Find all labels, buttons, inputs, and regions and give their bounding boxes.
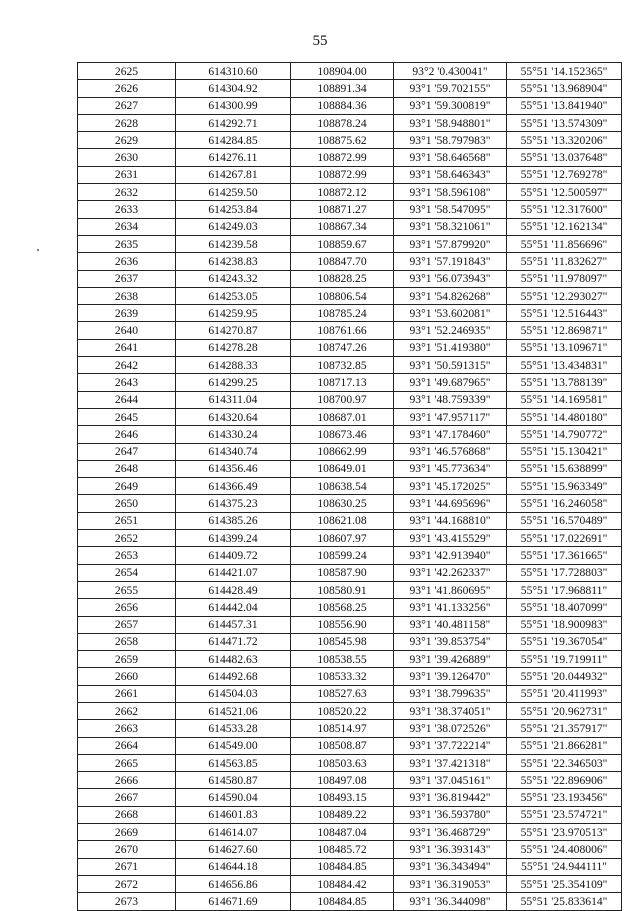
x-coordinate-cell: 614385.26 (176, 512, 291, 529)
table-row (78, 581, 622, 598)
point-number-cell: 2654 (78, 564, 176, 581)
point-number-cell: 2670 (78, 841, 176, 858)
latitude-cell: 55°51 '24.944111" (507, 858, 622, 875)
y-coordinate-cell: 108497.08 (291, 772, 394, 789)
x-coordinate-cell: 614549.00 (176, 737, 291, 754)
x-coordinate-cell: 614278.28 (176, 339, 291, 356)
point-number-cell: 2635 (78, 235, 176, 252)
y-coordinate-cell: 108568.25 (291, 599, 394, 616)
longitude-cell: 93°1 '59.702155" (394, 80, 507, 97)
longitude-cell: 93°1 '36.344098" (394, 893, 507, 910)
point-number-cell: 2658 (78, 633, 176, 650)
latitude-cell: 55°51 '15.638899" (507, 460, 622, 477)
longitude-cell: 93°1 '57.879920" (394, 235, 507, 252)
latitude-cell: 55°51 '21.357917" (507, 720, 622, 737)
x-coordinate-cell: 614601.83 (176, 806, 291, 823)
latitude-cell: 55°51 '20.411993" (507, 685, 622, 702)
x-coordinate-cell: 614259.95 (176, 305, 291, 322)
point-number-cell: 2665 (78, 754, 176, 771)
longitude-cell: 93°1 '44.168810" (394, 512, 507, 529)
x-coordinate-cell: 614671.69 (176, 893, 291, 910)
point-number-cell: 2663 (78, 720, 176, 737)
latitude-cell: 55°51 '13.109671" (507, 339, 622, 356)
latitude-cell: 55°51 '11.832627" (507, 253, 622, 270)
y-coordinate-cell: 108867.34 (291, 218, 394, 235)
point-number-cell: 2637 (78, 270, 176, 287)
point-number-cell: 2662 (78, 702, 176, 719)
point-number-cell: 2668 (78, 806, 176, 823)
x-coordinate-cell: 614320.64 (176, 408, 291, 425)
table-row (78, 374, 622, 391)
table-row (78, 547, 622, 564)
x-coordinate-cell: 614243.32 (176, 270, 291, 287)
latitude-cell: 55°51 '12.869871" (507, 322, 622, 339)
latitude-cell: 55°51 '11.978097" (507, 270, 622, 287)
y-coordinate-cell: 108847.70 (291, 253, 394, 270)
coordinates-table-container (77, 62, 621, 911)
table-row (78, 651, 622, 668)
y-coordinate-cell: 108747.26 (291, 339, 394, 356)
longitude-cell: 93°1 '58.948801" (394, 114, 507, 131)
longitude-cell: 93°1 '50.591315" (394, 357, 507, 374)
x-coordinate-cell: 614563.85 (176, 754, 291, 771)
page-number: 55 (312, 33, 328, 49)
table-row (78, 564, 622, 581)
y-coordinate-cell: 108533.32 (291, 668, 394, 685)
x-coordinate-cell: 614356.46 (176, 460, 291, 477)
longitude-cell: 93°1 '38.072526" (394, 720, 507, 737)
table-row (78, 235, 622, 252)
latitude-cell: 55°51 '16.570489" (507, 512, 622, 529)
y-coordinate-cell: 108878.24 (291, 114, 394, 131)
coordinates-table (77, 62, 622, 911)
y-coordinate-cell: 108487.04 (291, 824, 394, 841)
point-number-cell: 2655 (78, 581, 176, 598)
point-number-cell: 2639 (78, 305, 176, 322)
point-number-cell: 2650 (78, 495, 176, 512)
y-coordinate-cell: 108638.54 (291, 478, 394, 495)
point-number-cell: 2638 (78, 287, 176, 304)
table-row (78, 460, 622, 477)
table-row (78, 616, 622, 633)
table-row (78, 114, 622, 131)
y-coordinate-cell: 108687.01 (291, 408, 394, 425)
point-number-cell: 2656 (78, 599, 176, 616)
latitude-cell: 55°51 '23.970513" (507, 824, 622, 841)
table-row (78, 408, 622, 425)
point-number-cell: 2642 (78, 357, 176, 374)
y-coordinate-cell: 108514.97 (291, 720, 394, 737)
y-coordinate-cell: 108673.46 (291, 426, 394, 443)
point-number-cell: 2630 (78, 149, 176, 166)
latitude-cell: 55°51 '11.856696" (507, 235, 622, 252)
latitude-cell: 55°51 '13.788139" (507, 374, 622, 391)
table-row (78, 754, 622, 771)
point-number-cell: 2645 (78, 408, 176, 425)
point-number-cell: 2669 (78, 824, 176, 841)
longitude-cell: 93°1 '43.415529" (394, 530, 507, 547)
y-coordinate-cell: 108520.22 (291, 702, 394, 719)
x-coordinate-cell: 614428.49 (176, 581, 291, 598)
longitude-cell: 93°1 '36.819442" (394, 789, 507, 806)
x-coordinate-cell: 614409.72 (176, 547, 291, 564)
x-coordinate-cell: 614299.25 (176, 374, 291, 391)
x-coordinate-cell: 614270.87 (176, 322, 291, 339)
longitude-cell: 93°1 '39.426889" (394, 651, 507, 668)
latitude-cell: 55°51 '23.193456" (507, 789, 622, 806)
y-coordinate-cell: 108587.90 (291, 564, 394, 581)
latitude-cell: 55°51 '14.152365" (507, 63, 622, 80)
point-number-cell: 2647 (78, 443, 176, 460)
longitude-cell: 93°1 '38.799635" (394, 685, 507, 702)
longitude-cell: 93°1 '53.602081" (394, 305, 507, 322)
point-number-cell: 2649 (78, 478, 176, 495)
longitude-cell: 93°1 '39.126470" (394, 668, 507, 685)
table-row (78, 80, 622, 97)
longitude-cell: 93°1 '39.853754" (394, 633, 507, 650)
table-row (78, 702, 622, 719)
table-row (78, 218, 622, 235)
x-coordinate-cell: 614442.04 (176, 599, 291, 616)
latitude-cell: 55°51 '12.500597" (507, 184, 622, 201)
table-row (78, 772, 622, 789)
latitude-cell: 55°51 '12.317600" (507, 201, 622, 218)
longitude-cell: 93°1 '45.773634" (394, 460, 507, 477)
point-number-cell: 2627 (78, 97, 176, 114)
x-coordinate-cell: 614399.24 (176, 530, 291, 547)
x-coordinate-cell: 614482.63 (176, 651, 291, 668)
x-coordinate-cell: 614644.18 (176, 858, 291, 875)
longitude-cell: 93°1 '37.722214" (394, 737, 507, 754)
x-coordinate-cell: 614375.23 (176, 495, 291, 512)
table-row (78, 166, 622, 183)
point-number-cell: 2660 (78, 668, 176, 685)
x-coordinate-cell: 614492.68 (176, 668, 291, 685)
table-row (78, 184, 622, 201)
longitude-cell: 93°1 '56.073943" (394, 270, 507, 287)
y-coordinate-cell: 108485.72 (291, 841, 394, 858)
longitude-cell: 93°1 '42.913940" (394, 547, 507, 564)
y-coordinate-cell: 108859.67 (291, 235, 394, 252)
x-coordinate-cell: 614366.49 (176, 478, 291, 495)
y-coordinate-cell: 108875.62 (291, 132, 394, 149)
latitude-cell: 55°51 '21.866281" (507, 737, 622, 754)
point-number-cell: 2636 (78, 253, 176, 270)
longitude-cell: 93°1 '41.860695" (394, 581, 507, 598)
longitude-cell: 93°1 '46.576868" (394, 443, 507, 460)
y-coordinate-cell: 108872.99 (291, 166, 394, 183)
x-coordinate-cell: 614457.31 (176, 616, 291, 633)
x-coordinate-cell: 614288.33 (176, 357, 291, 374)
y-coordinate-cell: 108717.13 (291, 374, 394, 391)
table-row (78, 530, 622, 547)
longitude-cell: 93°1 '58.797983" (394, 132, 507, 149)
table-row (78, 253, 622, 270)
latitude-cell: 55°51 '15.963349" (507, 478, 622, 495)
longitude-cell: 93°1 '38.374051" (394, 702, 507, 719)
x-coordinate-cell: 614238.83 (176, 253, 291, 270)
table-row (78, 512, 622, 529)
x-coordinate-cell: 614276.11 (176, 149, 291, 166)
coordinates-table-body (78, 63, 622, 911)
y-coordinate-cell: 108828.25 (291, 270, 394, 287)
latitude-cell: 55°51 '15.130421" (507, 443, 622, 460)
longitude-cell: 93°1 '36.319053" (394, 875, 507, 892)
y-coordinate-cell: 108503.63 (291, 754, 394, 771)
y-coordinate-cell: 108493.15 (291, 789, 394, 806)
x-coordinate-cell: 614239.58 (176, 235, 291, 252)
table-row (78, 806, 622, 823)
point-number-cell: 2629 (78, 132, 176, 149)
point-number-cell: 2667 (78, 789, 176, 806)
longitude-cell: 93°1 '51.419380" (394, 339, 507, 356)
x-coordinate-cell: 614253.84 (176, 201, 291, 218)
latitude-cell: 55°51 '13.574309" (507, 114, 622, 131)
y-coordinate-cell: 108649.01 (291, 460, 394, 477)
latitude-cell: 55°51 '12.162134" (507, 218, 622, 235)
table-row (78, 858, 622, 875)
table-row (78, 633, 622, 650)
latitude-cell: 55°51 '17.361665" (507, 547, 622, 564)
x-coordinate-cell: 614304.92 (176, 80, 291, 97)
y-coordinate-cell: 108599.24 (291, 547, 394, 564)
latitude-cell: 55°51 '24.408006" (507, 841, 622, 858)
table-row (78, 495, 622, 512)
x-coordinate-cell: 614284.85 (176, 132, 291, 149)
y-coordinate-cell: 108484.42 (291, 875, 394, 892)
x-coordinate-cell: 614627.60 (176, 841, 291, 858)
y-coordinate-cell: 108580.91 (291, 581, 394, 598)
longitude-cell: 93°1 '57.191843" (394, 253, 507, 270)
latitude-cell: 55°51 '16.246058" (507, 495, 622, 512)
point-number-cell: 2672 (78, 875, 176, 892)
latitude-cell: 55°51 '12.293027" (507, 287, 622, 304)
latitude-cell: 55°51 '13.841940" (507, 97, 622, 114)
table-row (78, 426, 622, 443)
longitude-cell: 93°1 '37.045161" (394, 772, 507, 789)
table-row (78, 789, 622, 806)
table-row (78, 893, 622, 910)
point-number-cell: 2661 (78, 685, 176, 702)
table-row (78, 824, 622, 841)
latitude-cell: 55°51 '13.968904" (507, 80, 622, 97)
table-row (78, 97, 622, 114)
point-number-cell: 2633 (78, 201, 176, 218)
y-coordinate-cell: 108630.25 (291, 495, 394, 512)
point-number-cell: 2653 (78, 547, 176, 564)
latitude-cell: 55°51 '13.037648" (507, 149, 622, 166)
point-number-cell: 2644 (78, 391, 176, 408)
y-coordinate-cell: 108891.34 (291, 80, 394, 97)
longitude-cell: 93°1 '48.759339" (394, 391, 507, 408)
table-row (78, 685, 622, 702)
longitude-cell: 93°1 '40.481158" (394, 616, 507, 633)
y-coordinate-cell: 108489.22 (291, 806, 394, 823)
y-coordinate-cell: 108761.66 (291, 322, 394, 339)
x-coordinate-cell: 614310.60 (176, 63, 291, 80)
point-number-cell: 2666 (78, 772, 176, 789)
longitude-cell: 93°1 '59.300819" (394, 97, 507, 114)
table-row (78, 149, 622, 166)
longitude-cell: 93°1 '47.178460" (394, 426, 507, 443)
point-number-cell: 2646 (78, 426, 176, 443)
latitude-cell: 55°51 '14.790772" (507, 426, 622, 443)
x-coordinate-cell: 614471.72 (176, 633, 291, 650)
longitude-cell: 93°1 '52.246935" (394, 322, 507, 339)
latitude-cell: 55°51 '25.833614" (507, 893, 622, 910)
latitude-cell: 55°51 '23.574721" (507, 806, 622, 823)
point-number-cell: 2671 (78, 858, 176, 875)
longitude-cell: 93°1 '36.343494" (394, 858, 507, 875)
latitude-cell: 55°51 '19.719911" (507, 651, 622, 668)
longitude-cell: 93°1 '41.133256" (394, 599, 507, 616)
latitude-cell: 55°51 '22.346503" (507, 754, 622, 771)
latitude-cell: 55°51 '20.962731" (507, 702, 622, 719)
point-number-cell: 2634 (78, 218, 176, 235)
x-coordinate-cell: 614533.28 (176, 720, 291, 737)
x-coordinate-cell: 614521.06 (176, 702, 291, 719)
y-coordinate-cell: 108700.97 (291, 391, 394, 408)
point-number-cell: 2628 (78, 114, 176, 131)
point-number-cell: 2631 (78, 166, 176, 183)
x-coordinate-cell: 614249.03 (176, 218, 291, 235)
y-coordinate-cell: 108527.63 (291, 685, 394, 702)
table-row (78, 201, 622, 218)
point-number-cell: 2657 (78, 616, 176, 633)
longitude-cell: 93°1 '36.393143" (394, 841, 507, 858)
y-coordinate-cell: 108607.97 (291, 530, 394, 547)
latitude-cell: 55°51 '14.169581" (507, 391, 622, 408)
table-row (78, 305, 622, 322)
latitude-cell: 55°51 '12.769278" (507, 166, 622, 183)
table-row (78, 322, 622, 339)
longitude-cell: 93°1 '45.172025" (394, 478, 507, 495)
latitude-cell: 55°51 '20.044932" (507, 668, 622, 685)
latitude-cell: 55°51 '14.480180" (507, 408, 622, 425)
latitude-cell: 55°51 '12.516443" (507, 305, 622, 322)
x-coordinate-cell: 614253.05 (176, 287, 291, 304)
longitude-cell: 93°1 '47.957117" (394, 408, 507, 425)
latitude-cell: 55°51 '18.900983" (507, 616, 622, 633)
point-number-cell: 2632 (78, 184, 176, 201)
longitude-cell: 93°1 '58.321061" (394, 218, 507, 235)
table-row (78, 443, 622, 460)
table-row (78, 391, 622, 408)
y-coordinate-cell: 108484.85 (291, 858, 394, 875)
latitude-cell: 55°51 '17.728803" (507, 564, 622, 581)
x-coordinate-cell: 614311.04 (176, 391, 291, 408)
longitude-cell: 93°1 '58.646343" (394, 166, 507, 183)
table-row (78, 478, 622, 495)
latitude-cell: 55°51 '18.407099" (507, 599, 622, 616)
x-coordinate-cell: 614267.81 (176, 166, 291, 183)
longitude-cell: 93°1 '58.646568" (394, 149, 507, 166)
scan-speck (37, 249, 39, 251)
y-coordinate-cell: 108785.24 (291, 305, 394, 322)
y-coordinate-cell: 108508.87 (291, 737, 394, 754)
x-coordinate-cell: 614292.71 (176, 114, 291, 131)
x-coordinate-cell: 614421.07 (176, 564, 291, 581)
y-coordinate-cell: 108732.85 (291, 357, 394, 374)
table-row (78, 357, 622, 374)
point-number-cell: 2641 (78, 339, 176, 356)
table-row (78, 875, 622, 892)
latitude-cell: 55°51 '17.968811" (507, 581, 622, 598)
longitude-cell: 93°1 '44.695696" (394, 495, 507, 512)
longitude-cell: 93°1 '49.687965" (394, 374, 507, 391)
table-row (78, 132, 622, 149)
x-coordinate-cell: 614259.50 (176, 184, 291, 201)
latitude-cell: 55°51 '19.367054" (507, 633, 622, 650)
x-coordinate-cell: 614590.04 (176, 789, 291, 806)
x-coordinate-cell: 614614.07 (176, 824, 291, 841)
y-coordinate-cell: 108545.98 (291, 633, 394, 650)
longitude-cell: 93°1 '58.596108" (394, 184, 507, 201)
point-number-cell: 2664 (78, 737, 176, 754)
point-number-cell: 2626 (78, 80, 176, 97)
x-coordinate-cell: 614656.86 (176, 875, 291, 892)
point-number-cell: 2648 (78, 460, 176, 477)
latitude-cell: 55°51 '13.434831" (507, 357, 622, 374)
point-number-cell: 2640 (78, 322, 176, 339)
y-coordinate-cell: 108556.90 (291, 616, 394, 633)
table-row (78, 668, 622, 685)
point-number-cell: 2652 (78, 530, 176, 547)
y-coordinate-cell: 108662.99 (291, 443, 394, 460)
table-row (78, 287, 622, 304)
longitude-cell: 93°1 '37.421318" (394, 754, 507, 771)
longitude-cell: 93°1 '36.593780" (394, 806, 507, 823)
y-coordinate-cell: 108872.99 (291, 149, 394, 166)
table-row (78, 737, 622, 754)
latitude-cell: 55°51 '13.320206" (507, 132, 622, 149)
table-row (78, 720, 622, 737)
point-number-cell: 2643 (78, 374, 176, 391)
point-number-cell: 2625 (78, 63, 176, 80)
longitude-cell: 93°1 '58.547095" (394, 201, 507, 218)
longitude-cell: 93°1 '36.468729" (394, 824, 507, 841)
y-coordinate-cell: 108484.85 (291, 893, 394, 910)
x-coordinate-cell: 614300.99 (176, 97, 291, 114)
longitude-cell: 93°2 '0.430041" (394, 63, 507, 80)
x-coordinate-cell: 614340.74 (176, 443, 291, 460)
table-row (78, 841, 622, 858)
y-coordinate-cell: 108884.36 (291, 97, 394, 114)
latitude-cell: 55°51 '25.354109" (507, 875, 622, 892)
y-coordinate-cell: 108538.55 (291, 651, 394, 668)
y-coordinate-cell: 108904.00 (291, 63, 394, 80)
x-coordinate-cell: 614580.87 (176, 772, 291, 789)
point-number-cell: 2673 (78, 893, 176, 910)
table-row (78, 599, 622, 616)
y-coordinate-cell: 108871.27 (291, 201, 394, 218)
longitude-cell: 93°1 '42.262337" (394, 564, 507, 581)
point-number-cell: 2659 (78, 651, 176, 668)
table-row (78, 270, 622, 287)
point-number-cell: 2651 (78, 512, 176, 529)
x-coordinate-cell: 614330.24 (176, 426, 291, 443)
latitude-cell: 55°51 '17.022691" (507, 530, 622, 547)
table-row (78, 63, 622, 80)
y-coordinate-cell: 108621.08 (291, 512, 394, 529)
longitude-cell: 93°1 '54.826268" (394, 287, 507, 304)
latitude-cell: 55°51 '22.896906" (507, 772, 622, 789)
y-coordinate-cell: 108872.12 (291, 184, 394, 201)
table-row (78, 339, 622, 356)
y-coordinate-cell: 108806.54 (291, 287, 394, 304)
x-coordinate-cell: 614504.03 (176, 685, 291, 702)
